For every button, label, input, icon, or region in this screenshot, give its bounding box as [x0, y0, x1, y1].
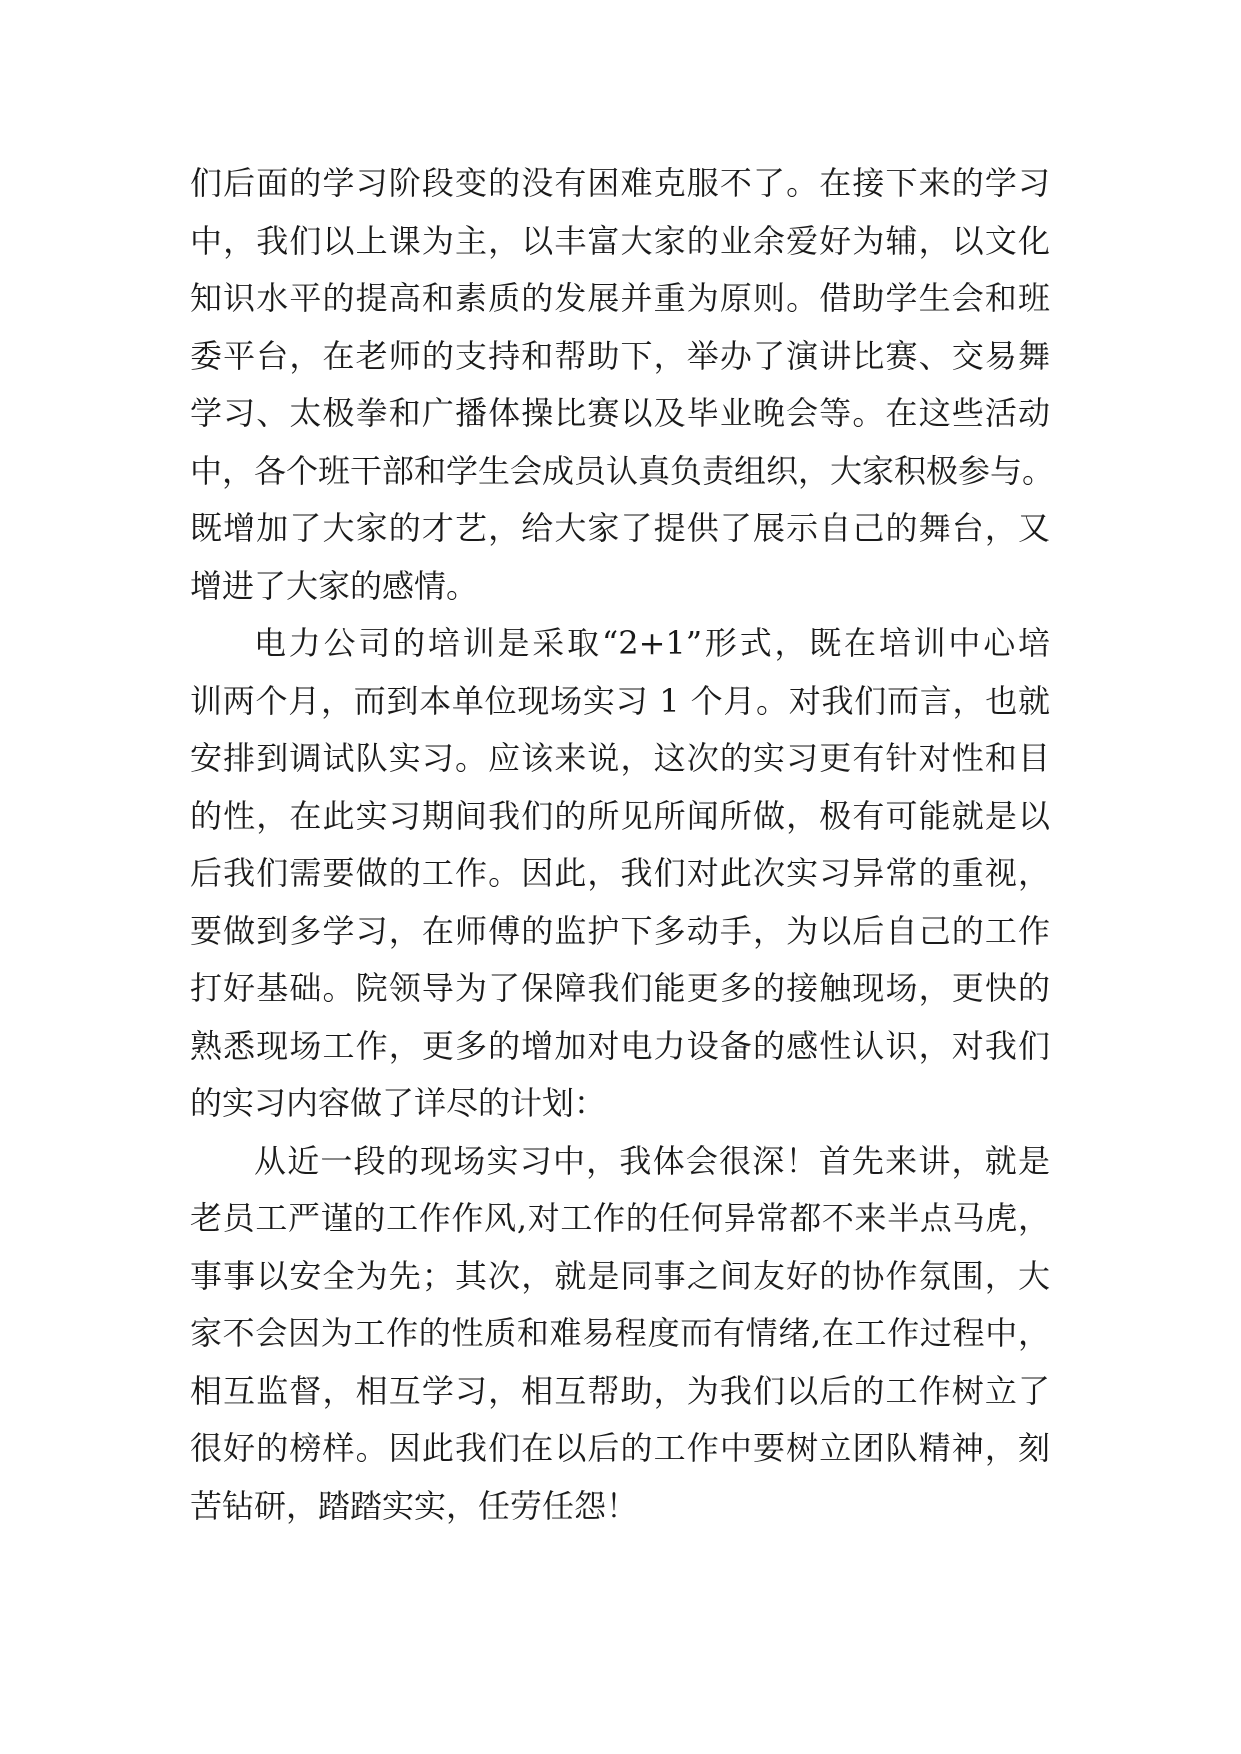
text-line: 增进了大家的感情。	[190, 566, 479, 605]
text-line: 家不会因为工作的性质和难易程度而有情绪,在工作过程中，	[190, 1314, 1050, 1352]
text-line: 事事以安全为先；其次，就是同事之间友好的协作氛围，大	[190, 1256, 1050, 1295]
text-line: 中，我们以上课为主，以丰富大家的业余爱好为辅，以文化	[190, 221, 1050, 260]
body-text	[190, 155, 1055, 1535]
text-line: 既增加了大家的才艺，给大家了提供了展示自己的舞台，又	[190, 509, 1050, 547]
text-line: 相互监督，相互学习，相互帮助，为我们以后的工作树立了	[190, 1371, 1050, 1410]
paragraph-start-line: 电力公司的培训是采取“2+1”形式，既在培训中心培	[254, 624, 1050, 662]
text-line: 的性，在此实习期间我们的所见所闻所做，极有可能就是以	[190, 796, 1050, 835]
text-line: 知识水平的提高和素质的发展并重为原则。借助学生会和班	[190, 279, 1050, 317]
text-line: 很好的榜样。因此我们在以后的工作中要树立团队精神，刻	[190, 1429, 1050, 1467]
text-line: 老员工严谨的工作作风,对工作的任何异常都不来半点马虎，	[190, 1199, 1050, 1237]
text-line: 委平台，在老师的支持和帮助下，举办了演讲比赛、交易舞	[190, 336, 1050, 375]
text-line: 打好基础。院领导为了保障我们能更多的接触现场，更快的	[190, 969, 1050, 1007]
text-line: 训两个月，而到本单位现场实习 1 个月。对我们而言，也就	[190, 681, 1050, 720]
text-line: 的实习内容做了详尽的计划：	[190, 1084, 607, 1122]
text-line: 中，各个班干部和学生会成员认真负责组织，大家积极参与。	[190, 451, 1055, 490]
text-line: 熟悉现场工作，更多的增加对电力设备的感性认识，对我们	[190, 1026, 1050, 1065]
text-line: 后我们需要做的工作。因此，我们对此次实习异常的重视，	[190, 854, 1050, 892]
text-line: 苦钻研，踏踏实实，任劳任怨！	[190, 1486, 639, 1525]
text-line: 们后面的学习阶段变的没有困难克服不了。在接下来的学习	[190, 164, 1050, 202]
text-line: 安排到调试队实习。应该来说，这次的实习更有针对性和目	[190, 739, 1050, 777]
text-line: 要做到多学习，在师傅的监护下多动手，为以后自己的工作	[190, 911, 1050, 950]
text-line: 学习、太极拳和广播体操比赛以及毕业晚会等。在这些活动	[190, 394, 1050, 432]
paragraph-start-line: 从近一段的现场实习中，我体会很深！首先来讲，就是	[254, 1141, 1050, 1180]
